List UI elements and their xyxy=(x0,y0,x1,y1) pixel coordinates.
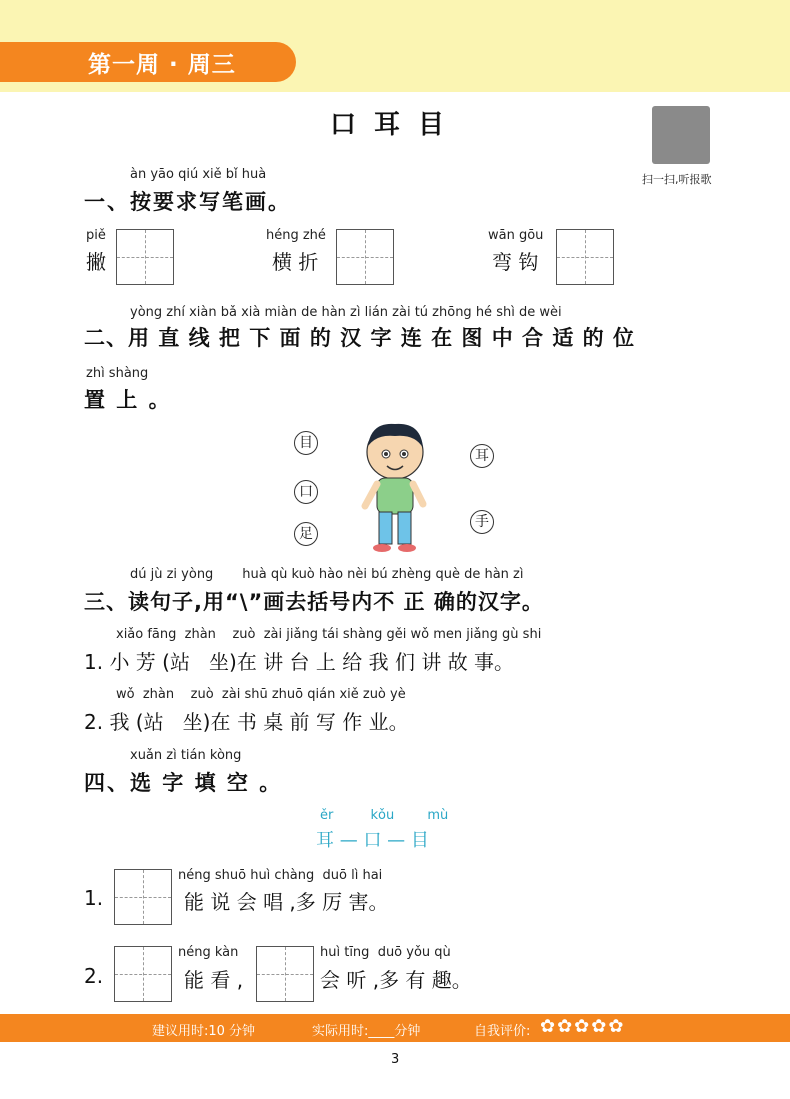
s1-item2-label: 横 折 xyxy=(272,250,319,274)
s1-item3-pinyin: wān gōu xyxy=(488,228,544,243)
s4-q2-text-a: 能 看 , xyxy=(184,968,244,992)
s1-item1-label: 撇 xyxy=(86,250,106,274)
char-circle-zu[interactable]: 足 xyxy=(294,522,318,546)
s2-line-2: 置 上 。 xyxy=(84,388,172,412)
s1-item3-label: 弯 钩 xyxy=(492,250,539,274)
page-number: 3 xyxy=(391,1052,400,1067)
s2-pinyin-1: yòng zhí xiàn bǎ xià miàn de hàn zì lián zài tú zhōng hé shì de wèi xyxy=(130,305,562,320)
s4-pinyin: xuǎn zì tián kòng xyxy=(130,748,242,763)
s3-q1-pinyin: xiǎo fāng zhàn zuò zài jiǎng tái shàng gěi wǒ men jiǎng gù shi xyxy=(116,627,542,642)
s4-heading: 四、选 字 填 空 。 xyxy=(84,771,283,795)
s4-q1-text: 能 说 会 唱 ,多 厉 害。 xyxy=(184,890,389,914)
page-title: 口耳目 xyxy=(330,110,463,140)
s1-heading: 一、按要求写笔画。 xyxy=(84,190,291,214)
s4-options: 耳 — 口 — 目 xyxy=(316,830,429,851)
writing-box[interactable] xyxy=(556,229,614,285)
s1-item1-pinyin: piě xyxy=(86,228,106,243)
char-circle-shou[interactable]: 手 xyxy=(470,510,494,534)
s4-q2-pinyin-a: néng kàn xyxy=(178,945,239,960)
s4-q1-number: 1. xyxy=(84,886,104,910)
s3-q2: 2. 我 (站 坐)在 书 桌 前 写 作 业。 xyxy=(84,710,409,734)
s4-q2-text-b: 会 听 ,多 有 趣。 xyxy=(320,968,472,992)
actual-time: 实际用时:____分钟 xyxy=(312,1024,421,1039)
writing-box[interactable] xyxy=(336,229,394,285)
char-circle-kou[interactable]: 口 xyxy=(294,480,318,504)
s3-q2-pinyin: wǒ zhàn zuò zài shū zhuō qián xiě zuò yè xyxy=(116,687,406,702)
week-label: 第一周 · 周三 xyxy=(88,52,236,78)
fill-box[interactable] xyxy=(114,869,172,925)
s3-q1: 1. 小 芳 (站 坐)在 讲 台 上 给 我 们 讲 故 事。 xyxy=(84,650,515,674)
s2-line-1: 二、用 直 线 把 下 面 的 汉 字 连 在 图 中 合 适 的 位 xyxy=(84,326,635,350)
self-evaluation: 自我评价: xyxy=(474,1024,531,1039)
rating-stars[interactable]: ✿✿✿✿✿ xyxy=(540,1016,626,1037)
fill-box[interactable] xyxy=(256,946,314,1002)
fill-box[interactable] xyxy=(114,946,172,1002)
s1-item2-pinyin: héng zhé xyxy=(266,228,326,243)
suggested-time: 建议用时:10 分钟 xyxy=(152,1024,256,1039)
s1-pinyin: àn yāo qiú xiě bǐ huà xyxy=(130,167,267,182)
char-circle-mu[interactable]: 目 xyxy=(294,431,318,455)
s3-pinyin: dú jù zi yòng huà qù kuò hào nèi bú zhèng què de hàn zì xyxy=(130,567,524,582)
qr-caption: 扫一扫,听报歌 xyxy=(642,173,712,186)
s4-q2-number: 2. xyxy=(84,964,104,988)
s4-options-pinyin: ěr kǒu mù xyxy=(320,808,449,823)
writing-box[interactable] xyxy=(116,229,174,285)
s2-pinyin-2: zhì shàng xyxy=(86,366,149,381)
s4-q2-pinyin-b: huì tīng duō yǒu qù xyxy=(320,945,451,960)
boy-illustration xyxy=(355,418,435,554)
s4-q1-pinyin: néng shuō huì chàng duō lì hai xyxy=(178,868,383,883)
char-circle-er[interactable]: 耳 xyxy=(470,444,494,468)
qr-code[interactable] xyxy=(652,106,710,164)
s3-heading: 三、读句子,用“\”画去括号内不 正 确的汉字。 xyxy=(84,590,544,614)
